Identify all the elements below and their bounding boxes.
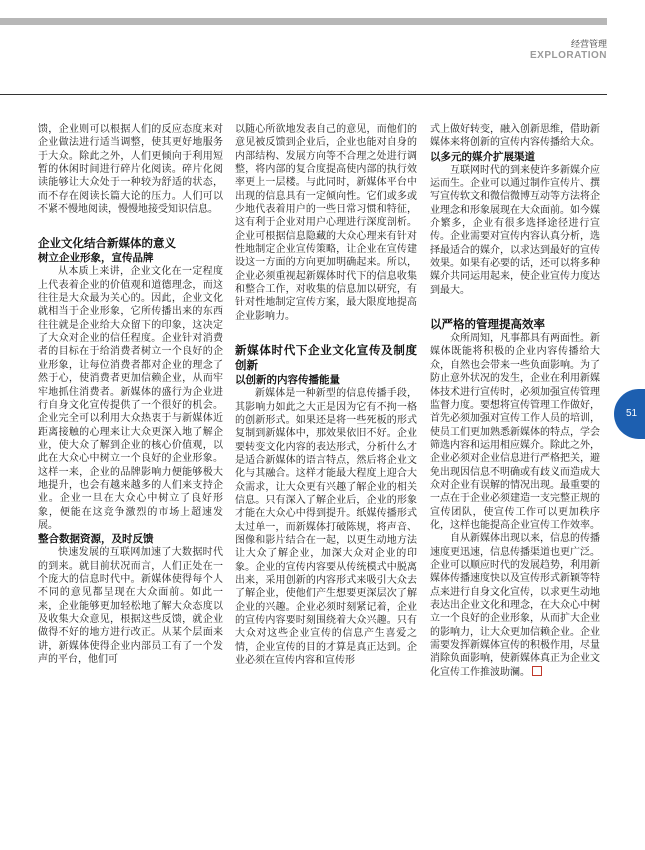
paragraph: 互联网时代的到来使许多新媒介应运而生。企业可以通过制作宣传片、撰写宣传软文和微信微博互动等方法将企业理念和形象展现在大众面前。如今媒介繁多，企业有很多选择途径进行宣传。企业需要对宣传内容认真分析，选择最适合的媒介，以求达到最好的宣传效果。如果有必要的话，还可以将多种媒介共同运用起来，使企业宣传力度达到最大。 [430,164,600,296]
section-title-en: EXPLORATION [530,50,607,61]
paragraph: 以随心所欲地发表自己的意见，而他们的意见被反馈到企业后，企业也能对自身的内部结构、发展方向等不合理之处进行调整，将内部的复合度提高使内部的执行效率更上一层楼。与此同时，新媒体平台中出现的信息具有一定倾向性。它们或多或少地代表着用户的一些日常习惯和特征，这有利于企业对用户心理进行深度剖析。企业可根据信息隐藏的大众心理来有针对性地制定企业宣传策略，让企业在宣传建设这一方面的方向更加明确起来。所以，企业必须重视起新媒体时代下的信息收集和整合工作，对收集的信息加以研究，有针对性地制定宣传方案，最大限度地提高企业影响力。 [235,124,417,322]
paragraph: 馈，企业则可以根据人们的反应态度来对企业做法进行适当调整，使其更好地服务于大众。除此之外，人们更倾向于利用短暂的休闲时间进行碎片化阅读。碎片化阅读能够让大众处于一种较为舒适的状态，而不存在阅读长篇大论的压力。人们可以不紧不慢地阅读，慢慢地接受知识信息。 [38,124,223,216]
paragraph-final [430,532,600,679]
paragraph: 快速发展的互联网加速了大数据时代的到来。就目前状况而言，人们正处在一个庞大的信息时代中。新媒体使得每个人不同的意见都呈现在大众面前。如此一来，企业能够更加轻松地了解大众态度以及收集大众意见，根据这些反馈，就企业做得不好的地方进行改正。从某个层面来讲，新媒体使得企业内部员工有了一个发声的平台，他们可 [38,547,223,666]
subsection-heading: 以创新的内容传播能量 [235,374,340,387]
subsection-heading: 以多元的媒介扩展渠道 [430,150,535,163]
section-heading: 企业文化结合新媒体的意义 [38,236,176,251]
section-heading: 新媒体时代下企业文化宣传及制度创新 [235,343,417,373]
paragraph: 新媒体是一种新型的信息传播手段，其影响力如此之大正是因为它有不拘一格的创新形式。如果还是将一些死板的形式复制到新媒体中，那效果依旧不好。企业要转变文化内容的表达形式，分析什么才是适合新媒体的语言特点，然后将企业文化与其融合。这样才能最大程度上迎合大众需求，让大众更有兴趣了解企业的相关信息。只有深入了解企业后，企业的形象才能在大众心中得到提升。纸媒传播形式太过单一，而新媒体打破陈规，将声音、图像和影片结合在一起，以更生动地方法让大众了解企业，加深大众对企业的印象。企业的宣传内容要从传统模式中脱离出来，采用创新的内容形式来吸引大众去了解企业，使他们产生想要更深层次了解企业的兴趣。企业必须时刻紧记着，企业的宣传内容要时刻围绕着大众兴趣。只有大众对这些企业宣传的信息产生喜爱之情，企业宣传的目的才算是真正达到。企业必须在宣传内容和宣传形 [235,388,417,667]
page-number-tab: 51 [614,389,645,439]
column-1 [38,123,223,666]
paragraph: 众所周知，凡事都具有两面性。新媒体既能将积极的企业内容传播给大众，自然也会带来一些负面影响。为了防止意外状况的发生，企业在利用新媒体技术进行宣传时，必须加强宣传管理监督力度。要想将宣传管理工作做好，首先必须加强对宣传工作人员的培训，使员工们更加熟悉新媒体的特点，学会筛选内容和运用相应媒介。除此之外，企业必须对企业信息进行严格把关，避免出现因信息不明确或有歧义而造成大众对企业有误解的情况出现。最重要的一点在于企业必须建造一支完整正规的宣传团队，使宣传工作可以更加秩序化，这样也能提高企业宣传工作效率。 [430,333,600,531]
section-heading: 以严格的管理提高效率 [430,317,545,332]
column-2 [235,123,417,667]
paragraph-text: 自从新媒体出现以来，信息的传播速度更迅速，信息传播渠道也更广泛。企业可以顺应时代的发展趋势，利用新媒体传播速度快以及宣传形式新颖等特点来进行自身文化宣传，以求更生动地表达出企业文化和理念，在大众心中树立一个良好的企业形象，从而扩大企业的影响力，让大众更加信赖企业。企业需要发挥新媒体宣传的积极作用，尽量消除负面影响，使新媒体真正为企业文化宣传工作推波助澜。 [430,533,600,678]
paragraph: 式上做好转变，融入创新思维，借助新媒体来将创新的宣传内容传播给大众。 [430,124,600,149]
section-title-cn: 经营管理 [570,40,607,50]
subsection-heading: 树立企业形象，宣传品牌 [38,252,154,265]
header-top-bar [0,18,607,25]
header-divider [0,94,607,95]
paragraph: 从本质上来讲，企业文化在一定程度上代表着企业的价值观和道德理念，而这往往是大众最为关心的。因此，企业文化就相当于企业形象，它所传播出来的东西往往就是企业给大众留下的印象，这决定了大众对企业的信任程度。企业针对消费者的目标在于给消费者树立一个良好的企业形象，让每位消费者都对企业的理念了然于心，使消费者更加信赖企业，从而牢牢地抓住消费者。新媒体的盛行为企业进行自身文化宣传提供了一个很好的机会。企业完全可以利用大众热衷于与新媒体近距离接触的心理来让大众更深入地了解企业，使大众了解到企业的核心价值观，以此在大众心中树立一个良好的企业形象。这样一来，企业的品牌影响力便能够极大地提升，也会有越来越多的人们来支持企业。企业一旦在大众心中树立了良好形象，便能在这竞争激烈的市场上超速发展。 [38,266,223,531]
column-3 [430,123,600,679]
subsection-heading: 整合数据资源，及时反馈 [38,533,154,546]
end-mark-icon [532,666,542,676]
